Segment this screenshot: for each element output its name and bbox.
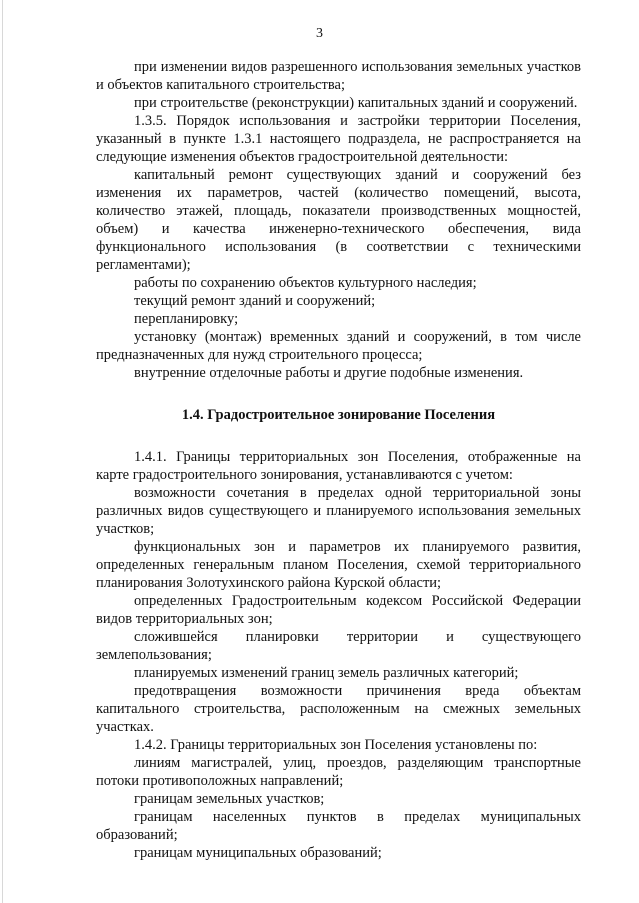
paragraph: установку (монтаж) временных зданий и сооружений, в том числе предназначенных для нужд строительного процесса; <box>96 329 581 363</box>
paragraph: границам населенных пунктов в пределах муниципальных образований; <box>96 809 581 843</box>
section-heading: 1.4. Градостроительное зонирование Поселения <box>181 407 496 423</box>
paragraph: 1.4.1. Границы территориальных зон Поселения, отображенные на карте градостроительного зонирования, устанавливаются с учетом: <box>96 449 581 483</box>
paragraph: 1.3.5. Порядок использования и застройки территории Поселения, указанный в пункте 1.3.1 настоящего подраздела, не распространяется на следующие изменения объектов градостроительной деятельности: <box>96 113 581 165</box>
paragraph: перепланировку; <box>134 311 239 327</box>
paragraph: возможности сочетания в пределах одной территориальной зоны различных видов существующего и планируемого использования земельных участков; <box>96 485 581 537</box>
paragraph: 1.4.2. Границы территориальных зон Поселения установлены по: <box>134 737 538 753</box>
paragraph: функциональных зон и параметров их планируемого развития, определенных генеральным планом Поселения, схемой территориального планирования Золотухинского района Курской области; <box>96 539 581 591</box>
document-body <box>96 58 581 862</box>
paragraph: текущий ремонт зданий и сооружений; <box>134 293 376 309</box>
paragraph: сложившейся планировки территории и существующего землепользования; <box>96 629 581 663</box>
paragraph: предотвращения возможности причинения вреда объектам капитального строительства, расположенным на смежных земельных участках. <box>96 683 581 735</box>
paragraph: определенных Градостроительным кодексом Российской Федерации видов территориальных зон; <box>96 593 581 627</box>
paragraph: планируемых изменений границ земель различных категорий; <box>134 665 519 681</box>
paragraph: работы по сохранению объектов культурного наследия; <box>134 275 477 291</box>
paragraph: границам муниципальных образований; <box>134 845 382 861</box>
paragraph: при изменении видов разрешенного использования земельных участков и объектов капитального строительства; <box>96 59 581 93</box>
paragraph: границам земельных участков; <box>134 791 325 807</box>
paragraph: капитальный ремонт существующих зданий и сооружений без изменения их параметров, частей (количество помещений, высота, количество этажей, площадь, показатели производственных мощностей, объем) и качества инженерно-технического обеспечения, вида функционального использования (в соответствии с техническими регламентами); <box>96 167 581 273</box>
paragraph: внутренние отделочные работы и другие подобные изменения. <box>134 365 524 381</box>
paragraph: линиям магистралей, улиц, проездов, разделяющим транспортные потоки противоположных направлений; <box>96 755 581 789</box>
paragraph: при строительстве (реконструкции) капитальных зданий и сооружений. <box>134 95 578 111</box>
scan-margin-line <box>2 0 3 903</box>
page-number: 3 <box>316 26 323 41</box>
